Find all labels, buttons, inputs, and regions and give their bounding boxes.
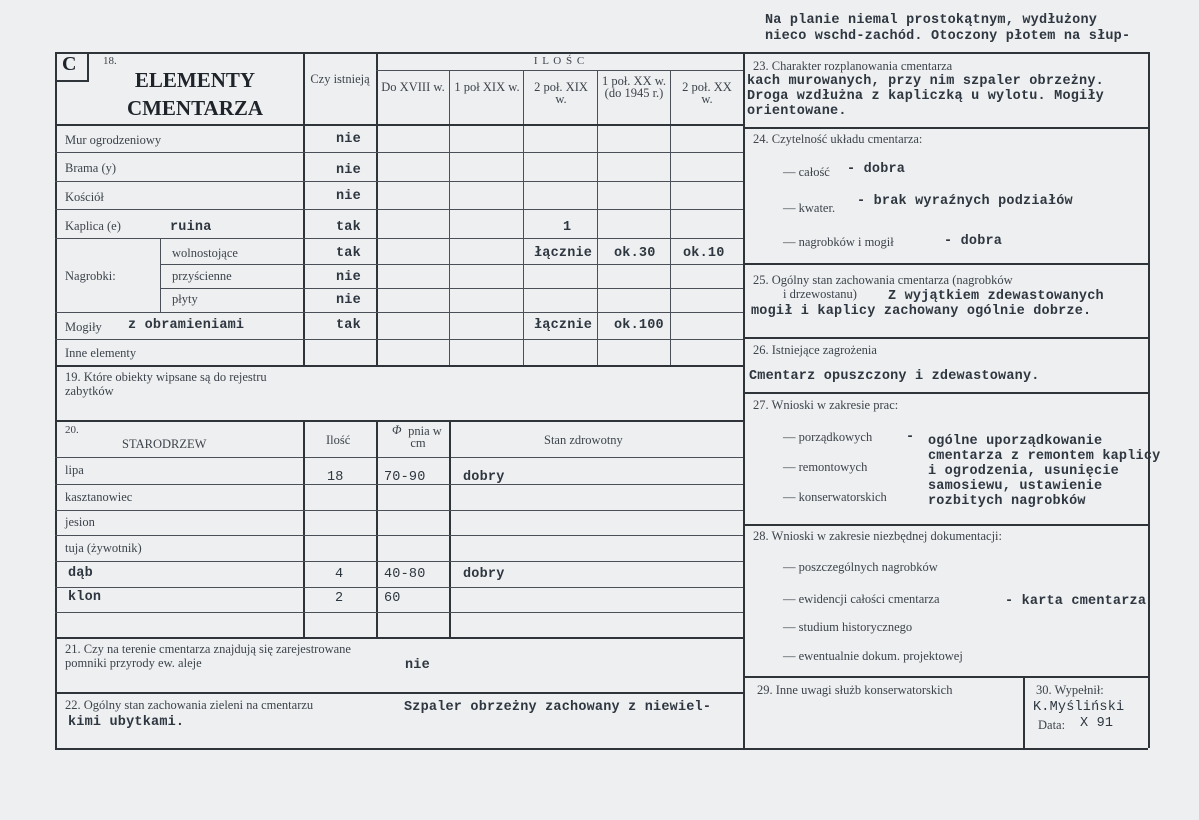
q28-answer: - karta cmentarza [1005,594,1147,609]
q28-item: — studium historycznego [783,620,913,634]
count-mogily-20-1: ok.100 [614,318,664,333]
exists-mogily: tak [336,318,361,333]
tree-diameter: 40-80 [384,567,426,582]
q24-nagrobkow-label: — nagrobków i mogił [783,235,894,249]
q27-item-porzadkowych: — porządkowych [783,430,873,444]
q23-answer: kach murowanych, przy nim szpaler obrzeżny. Droga wzdłużna z kapliczką u wylotu. Mogiły orientowane. [747,74,1104,119]
q22-label: 22. Ogólny stan zachowania zieleni na cmentarzu [65,698,314,712]
tree-qty: 4 [335,567,344,582]
q27-label: 27. Wnioski w zakresie prac: [753,398,899,412]
q29-label: 29. Inne uwagi służb konserwatorskich [757,683,953,697]
row-label-przyscienne: przyścienne [172,269,232,283]
exists-wolnostojace: tak [336,246,361,261]
row-label-mur: Mur ogrodzeniowy [65,133,162,147]
period-header: 1 poł XIX w. [454,80,520,94]
row-label-plyty: płyty [172,292,198,306]
top-note-line-1: Na planie niemal prostokątnym, wydłużony [765,13,1098,28]
row-label-kosciol: Kościół [65,190,104,204]
q27-answer: ogólne uporządkowanie cmentarza z remontem kaplicy i ogrodzenia, usunięcie samosiewu, ustawienie rozbitych nagrobków [928,434,1161,509]
q27-item-konserwatorskich: — konserwatorskich [783,490,887,504]
note-mogily: z obramieniami [128,318,245,333]
q20-col-qty: Ilość [326,433,351,447]
row-label-inne: Inne elementy [65,346,137,360]
q28-item: — poszczególnych nagrobków [783,560,938,574]
q28-label: 28. Wnioski w zakresie niezbędnej dokumentacji: [753,529,1002,543]
tree-name: dąb [68,566,93,581]
q25-answer-line-2: mogił i kaplicy zachowany ogólnie dobrze. [751,304,1092,319]
section-letter: C [62,53,77,75]
tree-health: dobry [463,470,505,485]
col-exists-header: Czy istnieją [310,72,370,86]
q30-name: K.Myśliński [1033,700,1125,715]
q20-number: 20. [65,424,79,436]
q21-answer: nie [405,658,430,673]
tree-health: dobry [463,567,505,582]
tree-name: lipa [65,463,84,477]
section-title: ELEMENTY CMENTARZA [126,68,264,120]
exists-mur: nie [336,132,361,147]
period-header: Do XVIII w. [381,80,445,94]
q28-item: — ewentualnie dokum. projektowej [783,649,963,663]
q24-calosc-answer: - dobra [847,162,906,177]
tree-diameter: 70-90 [384,470,426,485]
q24-kwater-label: — kwater. [783,201,836,215]
q27-item-remontowych: — remontowych [783,460,868,474]
q20-col-diameter: pnia w cm [408,424,442,450]
tree-qty: 2 [335,591,344,606]
row-label-mogily: Mogiły [65,320,102,334]
tree-name: kasztanowiec [65,490,133,504]
row-label-wolnostojace: wolnostojące [172,246,238,260]
row-label-brama: Brama (y) [65,161,117,175]
nagrobki-label: Nagrobki: [65,269,116,283]
q30-label: 30. Wypełnił: [1036,683,1104,697]
q20-title: STARODRZEW [122,437,207,451]
note-kaplica: ruina [170,220,212,235]
exists-brama: nie [336,163,361,178]
q20-col-health: Stan zdrowotny [544,433,623,447]
tree-name: tuja (żywotnik) [65,541,142,555]
exists-przyscienne: nie [336,270,361,285]
q25-label-line-1: 25. Ogólny stan zachowania cmentarza (nagrobków [753,273,1013,287]
section-number: 18. [103,55,117,67]
q23-label: 23. Charakter rozplanowania cmentarza [753,59,953,73]
period-header: 2 poł. XX w. [682,80,732,106]
tree-qty: 18 [327,470,344,485]
tree-name: klon [68,590,102,605]
count-wolnostojace-19-2: łącznie [534,246,593,261]
exists-plyty: nie [336,293,361,308]
q26-label: 26. Istniejące zagrożenia [753,343,877,357]
count-kaplica-19-2: 1 [563,220,572,235]
q19-label: 19. Które obiekty wipsane są do rejestru zabytków [65,370,267,398]
q30-date-label: Data: [1038,718,1066,732]
q22-answer-line-2: kimi ubytkami. [68,715,185,730]
count-wolnostojace-20-1: ok.30 [614,246,656,261]
q25-label-line-2: i drzewostanu) [783,287,857,301]
period-header: 1 poł. XX w. (do 1945 r.) [601,74,667,100]
tree-diameter: 60 [384,591,401,606]
exists-kosciol: nie [336,189,361,204]
diameter-symbol: Φ [392,423,402,437]
q21-label: 21. Czy na terenie cmentarza znajdują się zarejestrowane pomniki przyrody ew. aleje [65,642,351,670]
exists-kaplica: tak [336,220,361,235]
top-note-line-2: nieco wschd-zachód. Otoczony płotem na słup- [765,29,1131,44]
q28-item: — ewidencji całości cmentarza [783,592,940,606]
q30-date: X 91 [1080,716,1114,731]
col-count-header: I L O Ś C [533,55,586,67]
q27-dash: - [906,430,915,445]
q24-nagrobkow-answer: - dobra [944,234,1003,249]
count-wolnostojace-20-2: ok.10 [683,246,725,261]
q24-label: 24. Czytelność układu cmentarza: [753,132,923,146]
tree-name: jesion [65,515,95,529]
row-label-kaplica: Kaplica (e) [65,219,121,233]
q22-answer-line-1: Szpaler obrzeżny zachowany z niewiel- [404,700,712,715]
q24-kwater-answer: - brak wyraźnych podziałów [857,194,1073,209]
q26-answer: Cmentarz opuszczony i zdewastowany. [749,369,1040,384]
count-mogily-19-2: łącznie [534,318,593,333]
period-header: 2 poł. XIX w. [534,80,588,106]
q25-answer-line-1: Z wyjątkiem zdewastowanych [888,289,1104,304]
q24-calosc-label: — całość [783,165,830,179]
